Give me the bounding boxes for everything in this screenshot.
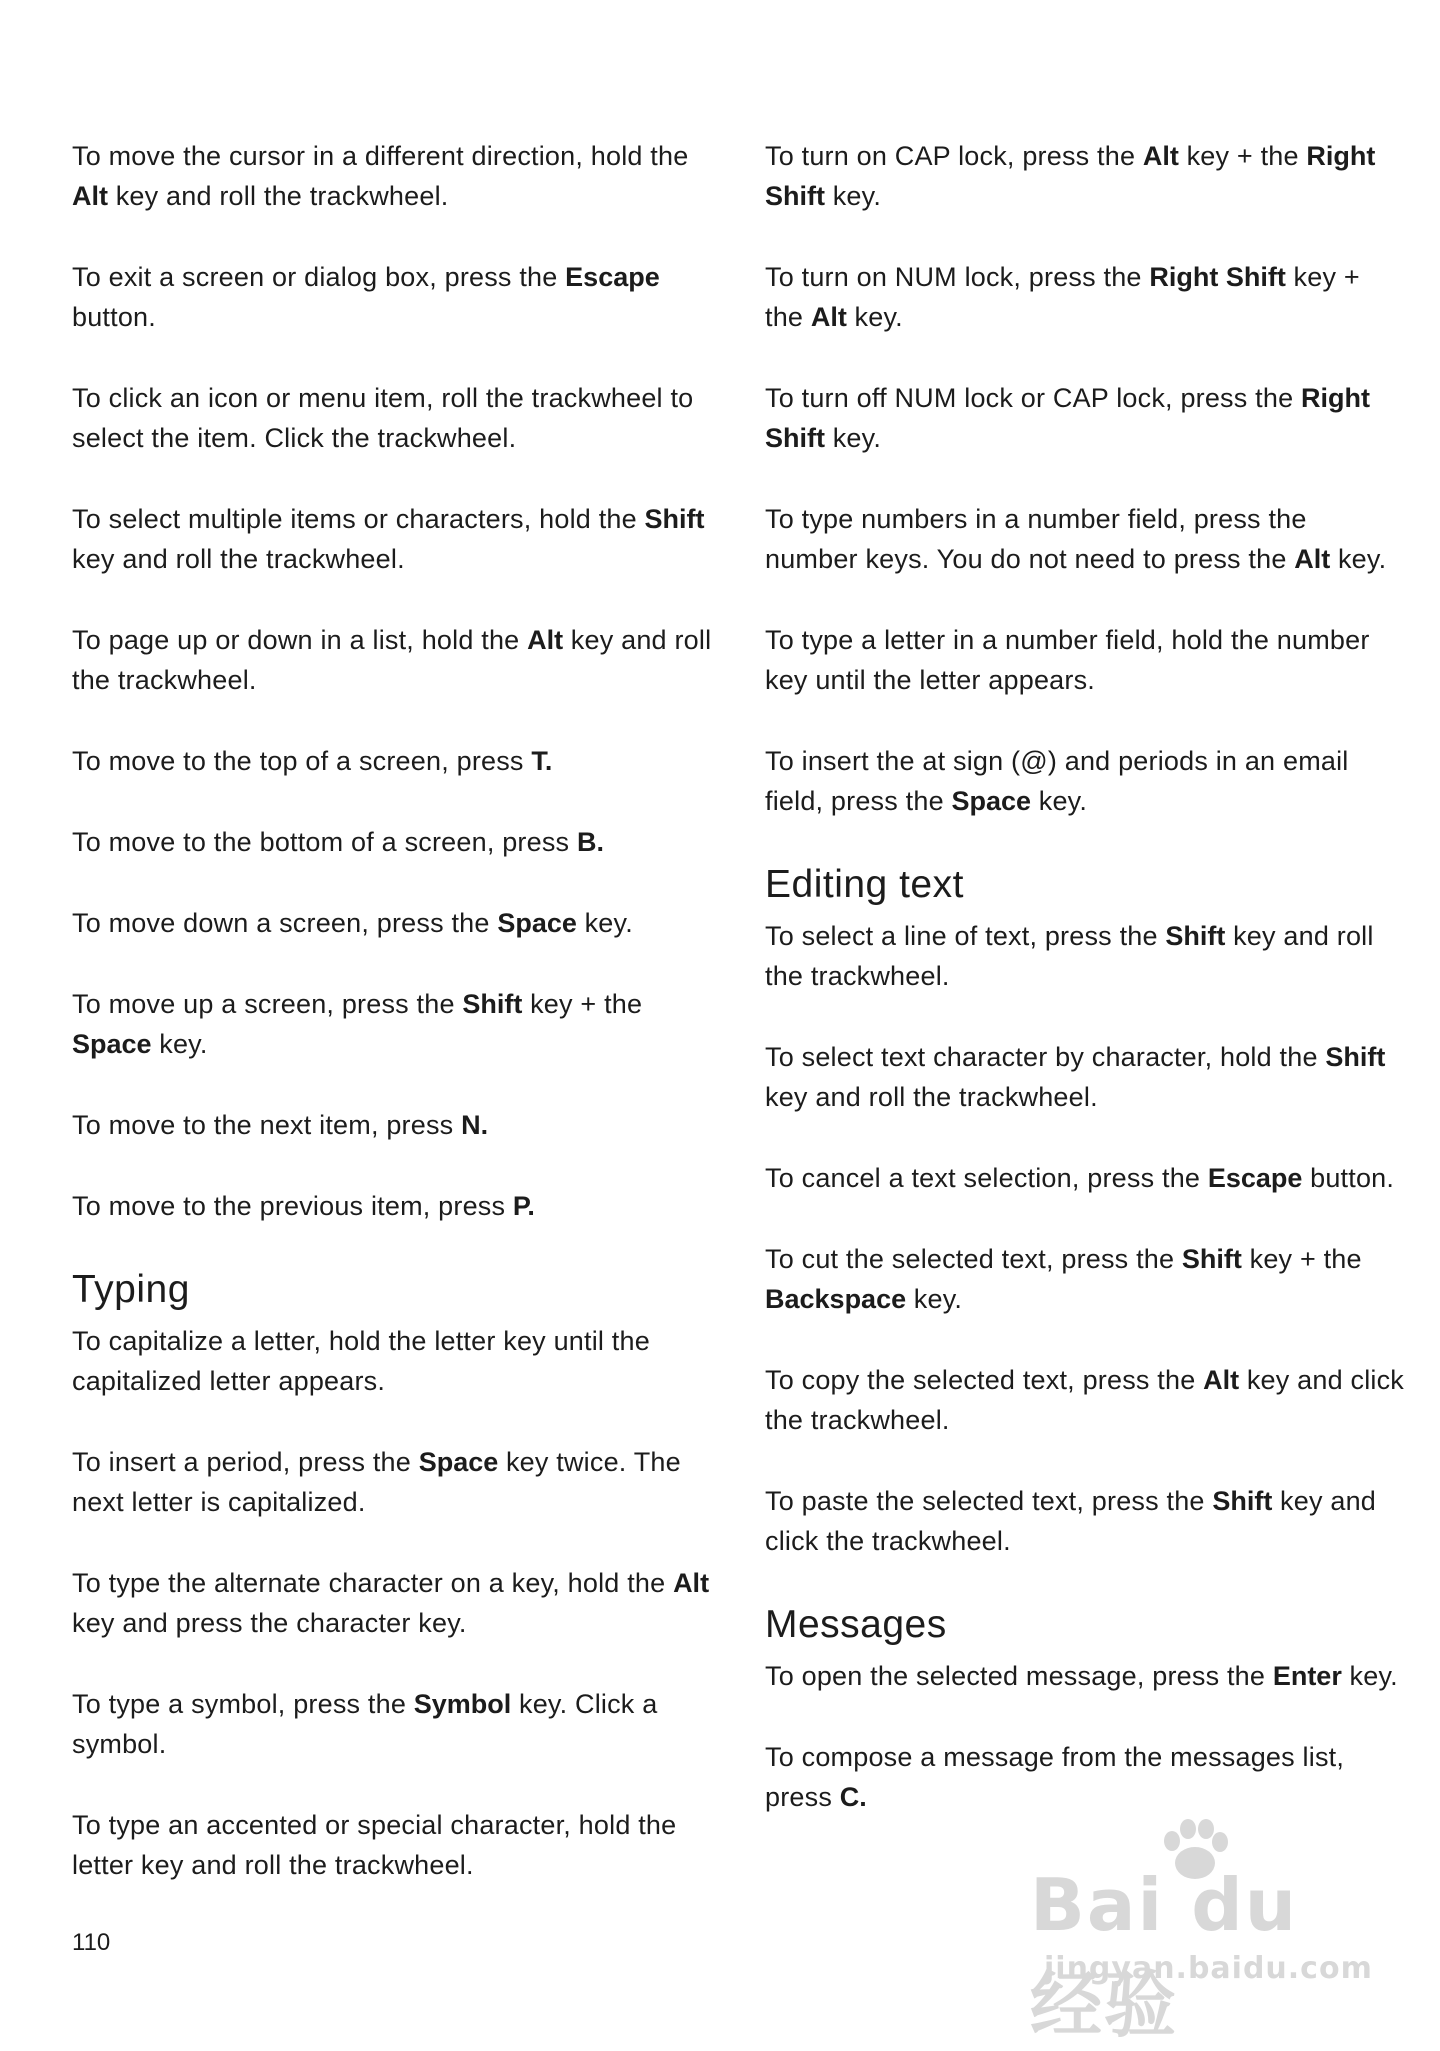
instruction-paragraph xyxy=(72,1442,712,1522)
paragraph-text: To move to the bottom of a screen, press xyxy=(72,827,577,857)
paragraph-text: key twice. The next letter is capitalized. xyxy=(72,1447,681,1517)
paragraph-text: key. xyxy=(825,181,882,211)
paragraph-text: key and click the trackwheel. xyxy=(765,1486,1377,1556)
key-name: C. xyxy=(839,1782,867,1812)
key-name: T. xyxy=(531,746,553,776)
paragraph-text: To insert a period, press the xyxy=(72,1447,419,1477)
key-name: Space xyxy=(497,908,577,938)
paragraph-text: key. Click a symbol. xyxy=(72,1689,658,1759)
paragraph-text: To move to the next item, press xyxy=(72,1110,462,1140)
paragraph-text: To type an accented or special character, hold the letter key and roll the trackwheel. xyxy=(72,1810,677,1880)
instruction-paragraph xyxy=(72,1563,712,1643)
paragraph-text: To cut the selected text, press the xyxy=(765,1244,1182,1274)
right-column xyxy=(765,136,1405,1858)
key-name: Alt xyxy=(1142,141,1179,171)
key-name: P. xyxy=(512,1191,535,1221)
instruction-paragraph xyxy=(765,1158,1405,1198)
paragraph-text: key. xyxy=(1031,786,1088,816)
paragraph-text: To type a symbol, press the xyxy=(72,1689,414,1719)
instruction-paragraph xyxy=(765,136,1405,216)
paragraph-text: To select a line of text, press the xyxy=(765,921,1166,951)
paragraph-text: To insert the at sign (@) and periods in an email field, press the xyxy=(765,746,1349,816)
paragraph-text: To page up or down in a list, hold the xyxy=(72,625,528,655)
instruction-paragraph xyxy=(72,620,712,700)
paragraph-text: key and roll the trackwheel. xyxy=(765,1082,1098,1112)
instruction-paragraph xyxy=(72,1105,712,1145)
paragraph-text: key. xyxy=(906,1284,963,1314)
key-name: Space xyxy=(72,1029,152,1059)
page-number: 110 xyxy=(72,1929,111,1956)
paragraph-text: To paste the selected text, press the xyxy=(765,1486,1213,1516)
paragraph-text: To move to the previous item, press xyxy=(72,1191,513,1221)
paragraph-text: button. xyxy=(72,302,156,332)
paragraph-text: key + the xyxy=(1241,1244,1362,1274)
instruction-paragraph xyxy=(72,984,712,1064)
paragraph-text: To exit a screen or dialog box, press the xyxy=(72,262,566,292)
paragraph-text: key. xyxy=(151,1029,208,1059)
paragraph-text: To move up a screen, press the xyxy=(72,989,463,1019)
instruction-paragraph xyxy=(765,741,1405,821)
key-name: Symbol xyxy=(413,1689,512,1719)
paragraph-text: key. xyxy=(825,423,882,453)
paragraph-text: button. xyxy=(1302,1163,1395,1193)
key-name: Backspace xyxy=(765,1284,907,1314)
instruction-paragraph xyxy=(765,1481,1405,1561)
key-name: Shift xyxy=(1325,1042,1386,1072)
instruction-paragraph xyxy=(765,916,1405,996)
paragraph-text: To select text character by character, hold the xyxy=(765,1042,1326,1072)
instruction-paragraph xyxy=(765,620,1405,700)
instruction-paragraph xyxy=(72,378,712,458)
key-name: Space xyxy=(418,1447,499,1477)
key-name: Alt xyxy=(810,302,847,332)
key-name: Alt xyxy=(1294,544,1331,574)
paragraph-text: To move the cursor in a different direction, hold the xyxy=(72,141,689,171)
paragraph-text: key and roll the trackwheel. xyxy=(765,921,1374,991)
key-name: Enter xyxy=(1272,1661,1342,1691)
paragraph-text: To type the alternate character on a key, hold the xyxy=(72,1568,674,1598)
instruction-paragraph xyxy=(72,1684,712,1764)
paragraph-text: To compose a message from the messages list, press xyxy=(765,1742,1345,1812)
key-name: Space xyxy=(951,786,1032,816)
key-name: Shift xyxy=(1165,921,1226,951)
paragraph-text: key. xyxy=(576,908,633,938)
paragraph-text: key. xyxy=(1341,1661,1398,1691)
key-name: B. xyxy=(576,827,604,857)
paragraph-text: To cancel a text selection, press the xyxy=(765,1163,1208,1193)
instruction-paragraph xyxy=(72,1321,712,1401)
paragraph-text: key + the xyxy=(1178,141,1307,171)
instruction-paragraph xyxy=(765,1037,1405,1117)
instruction-paragraph xyxy=(72,822,712,862)
instruction-paragraph xyxy=(765,1656,1405,1696)
instruction-paragraph xyxy=(72,136,712,216)
key-name: Shift xyxy=(1212,1486,1273,1516)
instruction-paragraph xyxy=(72,1805,712,1885)
instruction-paragraph xyxy=(765,1737,1405,1817)
key-name: Alt xyxy=(1203,1365,1240,1395)
paragraph-text: To type a letter in a number field, hold the number key until the letter appears. xyxy=(765,625,1370,695)
key-name: Right Shift xyxy=(1149,262,1286,292)
paragraph-text: To click an icon or menu item, roll the trackwheel to select the item. Click the trackwheel. xyxy=(72,383,694,453)
paragraph-text: To turn off NUM lock or CAP lock, press the xyxy=(765,383,1301,413)
key-name: N. xyxy=(461,1110,489,1140)
key-name: Alt xyxy=(72,181,108,211)
paragraph-text: key. xyxy=(846,302,903,332)
key-name: Shift xyxy=(1181,1244,1242,1274)
paragraph-text: key and roll the trackwheel. xyxy=(108,181,449,211)
paragraph-text: key and click the trackwheel. xyxy=(765,1365,1405,1435)
key-name: Escape xyxy=(1207,1163,1303,1193)
key-name: Escape xyxy=(565,262,660,292)
paragraph-text: To turn on NUM lock, press the xyxy=(765,262,1150,292)
key-name: Alt xyxy=(673,1568,710,1598)
instruction-paragraph xyxy=(765,1239,1405,1319)
paragraph-text: key and press the character key. xyxy=(72,1608,467,1638)
instruction-paragraph xyxy=(765,257,1405,337)
paragraph-text: key and roll the trackwheel. xyxy=(72,625,712,695)
key-name: Shift xyxy=(644,504,705,534)
key-name: Right Shift xyxy=(765,383,1370,453)
instruction-paragraph xyxy=(72,1186,712,1226)
section-heading: Messages xyxy=(765,1603,947,1646)
instruction-paragraph xyxy=(765,499,1405,579)
instruction-paragraph xyxy=(72,903,712,943)
instruction-paragraph xyxy=(72,499,712,579)
paragraph-text: key. xyxy=(1330,544,1387,574)
paragraph-text: To capitalize a letter, hold the letter key until the capitalized letter appears. xyxy=(72,1326,650,1396)
paragraph-text: To move to the top of a screen, press xyxy=(72,746,532,776)
section-heading: Editing text xyxy=(765,863,964,906)
key-name: Right Shift xyxy=(765,141,1376,211)
paragraph-text: To open the selected message, press the xyxy=(765,1661,1273,1691)
key-name: Alt xyxy=(527,625,564,655)
paragraph-text: To copy the selected text, press the xyxy=(765,1365,1204,1395)
key-name: Shift xyxy=(462,989,523,1019)
instruction-paragraph xyxy=(72,741,712,781)
paragraph-text: To turn on CAP lock, press the xyxy=(765,141,1143,171)
watermark-site: jingyan.baidu.com xyxy=(1044,1951,1373,1986)
watermark xyxy=(1030,1815,1390,2047)
paragraph-text: To type numbers in a number field, press the number keys. You do not need to press the xyxy=(765,504,1307,574)
instruction-paragraph xyxy=(72,257,712,337)
paragraph-text: To move down a screen, press the xyxy=(72,908,498,938)
paragraph-text: To select multiple items or characters, hold the xyxy=(72,504,645,534)
section-heading: Typing xyxy=(72,1268,190,1311)
paragraph-text: key + the xyxy=(765,262,1360,332)
watermark-brand: Bai du 经验 xyxy=(1030,1863,1299,2047)
instruction-paragraph xyxy=(765,1360,1405,1440)
paragraph-text: key + the xyxy=(522,989,643,1019)
instruction-paragraph xyxy=(765,378,1405,458)
left-column xyxy=(72,136,712,1926)
paragraph-text: key and roll the trackwheel. xyxy=(72,544,405,574)
